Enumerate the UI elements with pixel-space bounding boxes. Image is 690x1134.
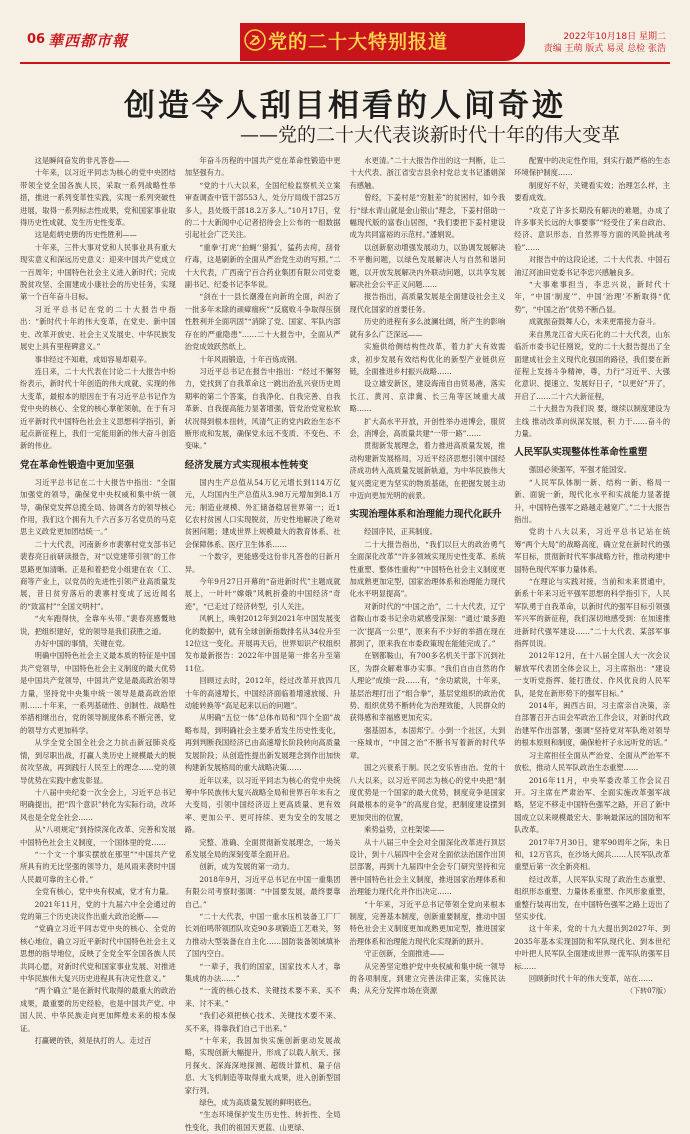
body-paragraph: 2018年9月，习近平总书记在中国一重集团有限公司考察时强调：“中国要发展，最终要靠自己。” xyxy=(184,874,341,909)
body-paragraph: 习主席担任全面从严治党、全面从严治军不放松，推动人民军队政治生态重塑…… xyxy=(514,750,670,773)
body-paragraph: 办好中国的事情，关键在党。 xyxy=(34,639,130,649)
body-paragraph: 从明确“五位一体”总体布局和“四个全面”战略布局，到明确社会主要矛盾发生历史性变化，再到判断我国经济已由高速增长阶段转向高质量发展阶段；从创造性提出新发展理念到作出加快构建新发展格局的重大战略决策…… xyxy=(184,713,341,773)
body-paragraph: “一个文一个事实摆放在那里”“中国共产党所具有的无比坚强的领导力，是风雨来袭时中国人民最可靠的主心骨。” xyxy=(20,849,176,884)
body-paragraph: 十年风雨锻造，十年百炼成钢。 xyxy=(199,354,302,364)
body-paragraph: 来自黑龙江省大庆石化的二十大代表，山东临沂市委书记任刚说，党的二十大报告提出了全面建成社会主义现代化强国的路径，我们要在新征程上发扬斗争精神，尊，力行“习近平、大强化意识、提速立、发展好日子，“以更好”开了，开启了……二十六大新征程， xyxy=(514,329,670,401)
continuation-note: （下转07版） xyxy=(626,987,670,996)
body-paragraph: “重拳‘打虎’‘拍蝇’‘猎狐’，猛药去疴，刮骨疗毒，这是刷新的全面从严治党生动的写照。”二十大代表，广西南宁百合药业集团有限公司党委副书记、纪委书记李华说。 xyxy=(184,242,341,290)
body-paragraph: “一流的核心技术、关键技术要不来、买不来、讨不来。” xyxy=(184,986,341,1008)
body-paragraph: 2017年7月30日，建军90周年之际，朱日和，12万官兵，在沙场大阅兵……人民军队改革重塑后第一次全新亮相。 xyxy=(514,837,670,872)
article-column-3 xyxy=(350,155,506,1035)
body-paragraph: “一辈子，我们的国家，国家技术人才，靠集成的办法……” xyxy=(184,961,341,983)
body-paragraph: 配置中的决定性作用，到实行最严格的生态环境保护制度…… xyxy=(514,156,670,178)
body-paragraph: 习近平总书记在报告中指出：“经过不懈努力，党找到了自我革命这一跳出治乱兴衰历史周期率的第二个答案，自我净化、自我完善、自我革新、自我提高能力显著增强，管党治党宽松软状况得到根本扭转，风清气正的党内政治生态不断形成和发展，确保党永远不变质、不变色、不变味。” xyxy=(184,366,341,451)
body-paragraph: 2021年11月，党的十九届六中全会通过的党的第三个历史决议作出重大政治论断—— xyxy=(20,899,176,921)
article-column-4 xyxy=(514,155,670,1035)
body-paragraph: 事非经过不知难，成如容易却艰辛。 xyxy=(34,354,152,364)
body-paragraph: 强基固本，本固邦宁。小到一个社区，大到一座城市，“中国之治”不断书写着新的时代华章。 xyxy=(349,725,506,760)
article-column-1 xyxy=(20,155,176,1046)
body-paragraph: 打赢硬的铁，须是执打的人。走过百 xyxy=(34,1036,152,1046)
page-number: 06 xyxy=(27,32,46,47)
issue-date: 2022年10月18日 星期二 xyxy=(563,32,666,42)
body-paragraph: 这十年来，党的十九大提出到2027年、到2035年基本实现国防和军队现代化、到本世纪中叶把人民军队全面建成世界一流军队的强军目标…… xyxy=(514,924,670,971)
body-paragraph: 以创新驱动增强发展动力，以协调发展解决不平衡问题，以绿色发展解决人与自然和谐问题，以开放发展解决内外联动问题，以共享发展解决社会公平正义问题…… xyxy=(349,242,506,290)
body-paragraph: 2014年，闽西古田，习主席亲自决策，亲自部署召开古田会军政治工作会议，对新时代政治建军作出部署，强调“坚持党对军队绝对领导的根本原则和制度，确保枪杆子永远听党的话。” xyxy=(514,701,670,748)
body-paragraph: 习近平总书记在二十大报告中指出：“全面加强党的领导，确保党中央权威和集中统一领导，确保党发挥总揽全局、协调各方的领导核心作用，我们这个拥有九千六百多万名党员的马克思主义政党更加团结统一。” xyxy=(20,477,176,537)
body-paragraph: “大事难事担当，李忠兴说，新时代十年，“中国‘制度’”、中国‘治理’不断取得“优势”，“中国之治”优势不断凸显。 xyxy=(514,280,670,314)
section-heading: 实现治理体系和治理能力现代化跃升 xyxy=(349,509,502,521)
body-paragraph: “生态环境保护发生历史性、转折性、全局性变化，我们的祖国天更蓝、山更绿、 xyxy=(184,1110,341,1132)
body-paragraph: 连日来，二十大代表在讨论二十大报告中纷纷表示，新时代十年创造的伟大成就、实现的伟大变革，最根本的原因在于有习近平总书记作为党中央的核心、全党的核心掌舵领航，在于有习近平新时代中国特色社会主义思想科学指引，新起点新征程上，我们一定能用新的伟大奋斗创造新的伟业。 xyxy=(20,366,176,451)
body-paragraph: 成就振奋鼓舞人心，未来更需接力奋斗。 xyxy=(528,317,661,327)
body-paragraph: 绿色，成为高质量发展的鲜明底色。 xyxy=(199,1098,317,1108)
body-paragraph: 历史的进程有多么波澜壮阔，所产生的影响就有多么广泛深远—— xyxy=(349,317,506,339)
body-paragraph: 十年来，三件大事对党和人民事业具有重大现实意义和深远历史意义：迎来中国共产党成立一百周年；中国特色社会主义进入新时代；完成脱贫攻坚、全面建成小康社会的历史任务，实现第一个百年奋斗目标。 xyxy=(20,242,176,302)
body-paragraph: “十年来，我国加快实施创新驱动发展战略，实现创新大幅提升，形成了以载人航天、探月探火、深海深地探测、超级计算机、量子信息、大飞机制造等取得重大成果，进入创新型国家行列。 xyxy=(184,1036,341,1095)
body-paragraph: “十年来，习近平总书记带领全党向来根本制度，完善基本制度，创新重要制度，推动中国特色社会主义制度更加成熟更加定型，推进国家治理体系和治理能力现代化实现新的跃升。 xyxy=(349,899,506,946)
body-paragraph: 制度好不好，关键看实效；治理怎么样，主要看成效。 xyxy=(514,180,670,203)
body-paragraph: 全党有核心，党中央有权威，党才有力量。 xyxy=(34,887,174,897)
article-column-2 xyxy=(184,155,341,1132)
body-paragraph: 贯彻新发展理念，着力推进高质量发展，推动构建新发展格局，习近平经济思想引领中国经济成功转入高质量发展新轨道，为中华民族伟大复兴奠定更为坚实的物质基础，在把握发展主动中迈向更加光明的前景。 xyxy=(349,441,506,500)
body-paragraph: 今年9月27日开幕的“奋进新时代”主题成就展上，一叶叶“嫦娥”风帆折叠的中国经济“奇迹”，“已走过了经济转型，引人关注。 xyxy=(184,577,341,611)
body-paragraph: “两个确立”是在新时代取得的最重大的政治成果，最重要的历史经验，也是中国共产党、中国人民、中华民族走向更加辉煌未来的根本保证。 xyxy=(20,986,176,1033)
page-header xyxy=(0,0,690,60)
body-paragraph: “二十大代表，中国一重水压机装备工厂厂长刘伯鸣带领团队攻克90多项锻造工艺难关，努力推动大型装备在自主化……国防装备领域填补了国内空白。 xyxy=(184,911,341,959)
body-paragraph: “党的十八大以来，全国纪检监察机关立案审查调查中管干部553人，处分厅局级干部25万多人，县处级干部18.2万多人。”10月17日，党的二十大新闻中心记者招待会上公布的一组数据引起社会广泛关注。 xyxy=(184,180,341,240)
body-paragraph: 乘势益势，立柱架梁—— xyxy=(364,825,445,835)
body-paragraph: 这是瞬间奋发的非凡答卷—— xyxy=(34,156,130,165)
body-paragraph: 党的十八大以来，习近平总书记站在统筹“两个大局”的战略高度，确立党在新时代的强军目标，贯彻新时代军事战略方针，推动构建中国特色现代军事力量体系。 xyxy=(514,527,670,574)
body-paragraph: 从完善坚定维护党中央权威和集中统一领导的各项制度，到建立完善法律正案，实施民法典；从充分发挥市场在资源 xyxy=(349,961,506,996)
body-paragraph: 明确中国特色社会主义最本质的特征是中国共产党领导，中国特色社会主义制度的最大优势是中国共产党领导，中国共产党是最高政治领导力量，坚持党中央集中统一领导是最高政治原则……十年来，一系列基础性、创制性、战略性举措相继出台，党的领导制度体系不断完善，党的领导方式更加科学。 xyxy=(20,651,176,735)
body-paragraph: 风帆上，唤射2012年到2021年中国发展变化的数据中，就有全球创新指数排名从34位升至12位这一变化。开展再天后，世界知识产权组织发布最新报告：2022年中国是第一排名升至第11位。 xyxy=(184,614,341,673)
body-paragraph: 2012年12月，在十八届全国人大一次会议解放军代表团全体会议上，习主席指出：“建设一支听党指挥、能打胜仗、作风优良的人民军队，是党在新形势下的强军目标。” xyxy=(514,651,670,698)
body-paragraph: 习近平总书记在党的二十大报告中指出：“新时代十年的伟大变革，在党史、新中国史、改革开放史、社会主义发展史、中华民族发展史上具有里程碑意义。” xyxy=(20,304,176,352)
body-paragraph: 从“八项规定”到持续深化改革、完善和发展中国特色社会主义制度，一个国体里的党…… xyxy=(20,825,176,847)
body-paragraph: 回顾过去时，2012年，经过改革开放四几十年的高速增长，中国经济面临着增速放缓、升动能转换等“高足起来以后的问题”。 xyxy=(184,676,341,711)
body-paragraph: 从十八届三中全会对全面深化改革进行顶层设计，到十八届四中全会对全面依法治国作出顶层部署，再到十九届四中全会专门研究坚持和完善中国特色社会主义制度，推进国家治理体系和治理能力现代化并作出决定…… xyxy=(349,837,506,897)
body-paragraph: 国之兴衰系于制。民之安乐皆由治。党的十八大以来，以习近平同志为核心的党中央把“制度优势是一个国家的最大优势，制度竞争是国家间最根本的竞争”的高度自觉，把制度建设摆到更加突出的位置， xyxy=(349,763,506,822)
body-paragraph: “剑在十一县长潮漫在向新的全面，纠治了一批多年未除的顽瘴痼疾”“反腐败斗争取得压倒性胜利并全面巩固”“消除了党、国家、军队内部存在的严重隐患”……二十大报告中，全面从严治党成效跃然纸上。 xyxy=(184,292,341,352)
body-paragraph: 回顾新时代十年的伟大变革，站在…… xyxy=(528,974,653,983)
issue-editors: 责编 王萌 版式 易灵 总检 张浩 xyxy=(543,44,666,54)
body-paragraph: 年奋斗历程的中国共产党在革命性锻造中更加坚强有力。 xyxy=(184,156,341,178)
section-banner-title: 党的二十大特别报道 xyxy=(268,31,449,53)
body-paragraph: “在理论与实践对接，当前和未来贯通中，新系十年来习近平强军思想的科学指引下，人民军队勇于自我革命，以新时代的强军目标引领强军兴军的新征程，我们深切地感受到：在加速推进新时代强军建设……”二十大代表、某部军事指挥员说。 xyxy=(514,577,670,649)
body-paragraph: 完整、准确、全面贯彻新发展理念，一场关系发展全局的深刻变革全面开启。 xyxy=(184,837,341,859)
section-heading: 经济发展方式实现根本性转变 xyxy=(184,459,309,471)
body-paragraph: 创新，成为发展的第一动力。 xyxy=(199,862,295,872)
body-paragraph: “火车跑得快，全靠车头带。”裴春亮感慨地说，把组织建好，党的领导是我们获胜之道。 xyxy=(20,614,176,636)
body-paragraph: 曾经，下姜村是“穷脏差”的贫困村，如今我行“绿水青山就是金山银山”理念，下姜村借助一幅现代版的富春山居图，“我们要把下姜村建设成为共同富裕的示范村。”潘娟说。 xyxy=(349,193,506,240)
body-paragraph: 经国序民，正其制度。 xyxy=(364,527,438,537)
article-body xyxy=(20,155,670,1132)
body-paragraph: 十八届中央纪委一次全会上，习近平总书记明确提出，把“四个意识”转化为实际行动，改坏风也是全党全社会…… xyxy=(20,787,176,822)
newspaper-name: 華西都市報 xyxy=(48,32,129,50)
section-heading: 人民军队实现整体性革命性重塑 xyxy=(514,447,648,459)
body-paragraph: 水更清。”二十大报告作出的这一判断，让二十大代表、浙江省安吉县余村党总支书记潘娟深有感触。 xyxy=(349,156,506,190)
body-paragraph: 一个数字，更能感受这份非凡答卷的日新月异。 xyxy=(184,552,341,574)
issue-info xyxy=(544,31,666,55)
body-paragraph: 强国必须强军，军强才能国安。 xyxy=(528,465,631,475)
body-paragraph: 报告指出，高质量发展是全面建设社会主义现代化国家的首要任务。 xyxy=(349,292,506,314)
body-paragraph: 在钢都鞍山，有700多名机关干部下沉到社区，为群众解难事办实事。“我们自由自然的作人理论”成绩一段……有，“余功斌说，十年来，基层治理打出了“组合拳”，基层党组织的政治优势、组织优势不断转化为治理效能，人民群众的获得感和幸福感更加充实。 xyxy=(349,651,506,723)
body-paragraph: “我们必须把核心技术、关键技术要不来、买不来，得靠我们自己干出来。” xyxy=(184,1011,341,1033)
body-paragraph: 二十大报告为我们说 要，继续以制度建设为主线 推动改革向纵深发展，积 力于……奋斗的力量。 xyxy=(514,404,670,438)
body-paragraph: 守正创新，全面推进—— xyxy=(364,949,445,959)
body-paragraph: 2016年11月，中央军委改革工作会议召开。习主席在严肃治军、全面实施改革强军战略，坚定不移走中国特色强军之路，开启了新中国成立以来规模最宏大、影响最深远的国防和军队改革。 xyxy=(514,775,670,835)
body-paragraph: 十年来，以习近平同志为核心的党中央团结带领全党全国各族人民，采取一系列战略性举措，推进一系列变革性实践，实现一系列突破性进展，取得一系列标志性成果，党和国家事业取得历史性成就、发生历史性变革。 xyxy=(20,168,176,228)
body-paragraph: 近年以来，以习近平同志为核心的党中央统筹中华民族伟大复兴战略全局和世界百年未有之大变局，引领中国经济迈上更高质量、更有效率、更加公平、更可持续、更为安全的发展之路。 xyxy=(184,775,341,835)
body-paragraph: 从学全党全国全社会之力抗击新冠肺炎疫情，到尽职出战，打赢人类历史上规模最大的脱贫攻坚战，再到践行人民至上的理念……党的领导优势在实践中愈发彰显。 xyxy=(20,738,176,785)
body-paragraph: “党确立习近平同志党中央的核心、全党的核心地位，确立习近平新时代中国特色社会主义思想的指导地位，反映了全党全军全国各族人民共同心愿，对新时代党和国家事业发展、对推进中华民族伟大复兴历史进程具有决定性意义。” xyxy=(20,924,176,983)
body-paragraph: 对新时代的“中国之治”，二十大代表，辽宁省鞍山市委书记余功斌感受深刻：“通过‘最多跑一次’提高一公里”，原来有不少好的举措在现在都到了，原来我在市委政策现在能能完成了。” xyxy=(349,601,506,649)
body-paragraph: 二十大报告指出，“我们以巨大的政治勇气全面深化改革”“许多领域实现历史性变革、系统性重塑、整体性重构”“中国特色社会主义制度更加成熟更加定型，国家治理体系和治理能力现代化水平明显提高”。 xyxy=(349,539,506,599)
article-subheadline: ——党的二十大代表谈新时代十年的伟大变革 xyxy=(239,124,620,146)
body-paragraph: 实施供给侧结构性改革，着力扩大有效需求，初步发展有效结构优化的新型产业链供应链，全面推进乡村振兴战略…… xyxy=(349,342,506,376)
body-paragraph: 经过改革，人民军队实现了政治生态重塑、组织形态重塑、力量体系重塑、作风形象重塑，重整行装再出发，在中国特色强军之路上迈出了坚实步伐。 xyxy=(514,874,670,921)
body-paragraph: 设立雄安新区，建设海南自由贸易港，落实长江、黄河、京津冀、长三角等区域重大战略…… xyxy=(349,379,506,414)
body-paragraph: “人民军队体制一新、结构一新、格局一新、面貌一新，现代化水平和实战能力显著提升，中国特色强军之路越走越宽广。”二十大报告指出。 xyxy=(514,477,670,524)
party-emblem-icon xyxy=(244,29,266,51)
body-paragraph: 这是彪炳史册的历史性胜利—— xyxy=(34,230,137,240)
body-paragraph: 二十大代表，河南新乡市裴寨村党支部书记裴春亮日前研读报告，对“以党建带引领”的工作思路更加清晰。正是和着把党小组建在农（工、商等产业上，以党员的先进性引领产业高质量发展，昔日贫穷落后的裴寨村变成了远近闻名的“致富村”“全国文明村”。 xyxy=(20,539,176,611)
body-paragraph: “攻克了许多长期没有解决的难题，办成了许多事关长远的大事要事”“经受住了来自政治、经济、意识形态、自然界等方面的风险挑战考验”…… xyxy=(514,205,670,252)
body-paragraph: 国内生产总值从54万亿元增长到114万亿元，人均国内生产总值从3.98万元增加到8.1万元；制造业规模、外汇储备稳居世界第一；近1亿农村贫困人口实现脱贫，历史性地解决了绝对贫困问题；建成世界上规模最大的教育体系、社会保障体系、医疗卫生体系…… xyxy=(184,477,341,549)
header-rule xyxy=(20,62,670,64)
article-headline: 创造令人刮目相看的人间奇迹 xyxy=(124,88,566,124)
section-heading: 党在革命性锻造中更加坚强 xyxy=(20,459,135,471)
body-paragraph: 对报告中的这段论述，二十大代表、中国石油辽河油田党委书记李忠兴感触良多。 xyxy=(514,255,670,277)
body-paragraph: 扩大高水平开放，开创性举办进博会，服贸会，消博会，高质量共建“一带一路”…… xyxy=(349,416,506,438)
